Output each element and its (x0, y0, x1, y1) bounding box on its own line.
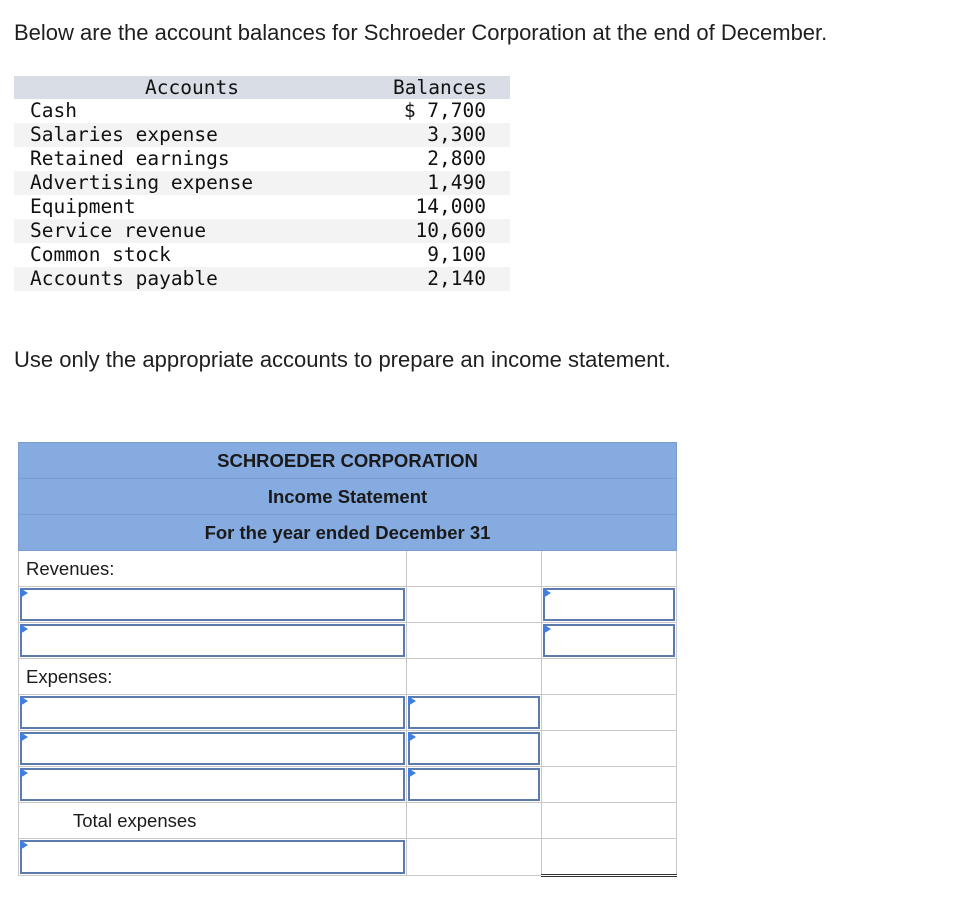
accounts-column-header: Accounts (14, 76, 370, 99)
dropdown-marker-icon (20, 588, 28, 598)
dropdown-marker-icon (20, 696, 28, 706)
net-income-amount[interactable] (542, 839, 677, 876)
account-balance: 1,490 (370, 171, 510, 195)
empty-cell (542, 695, 677, 731)
revenue-input-row (19, 587, 677, 623)
revenue-account-dropdown[interactable] (19, 623, 407, 659)
instruction-text: Use only the appropriate accounts to prepare an income statement. (14, 347, 671, 372)
account-name: Service revenue (14, 219, 370, 243)
total-expenses-amount[interactable] (542, 803, 677, 839)
account-row (14, 243, 510, 267)
expense-input-row (19, 767, 677, 803)
accounts-header-row (14, 76, 510, 99)
empty-cell (407, 659, 542, 695)
revenue-amount-input[interactable] (542, 587, 677, 623)
expense-amount-input[interactable] (407, 731, 542, 767)
account-balance: 3,300 (370, 123, 510, 147)
account-balance: 2,140 (370, 267, 510, 291)
account-row (14, 123, 510, 147)
account-balance: 14,000 (415, 195, 486, 218)
account-name: Salaries expense (14, 123, 370, 147)
expense-account-dropdown[interactable] (19, 731, 407, 767)
empty-cell (542, 659, 677, 695)
net-income-label-dropdown[interactable] (19, 839, 407, 876)
total-expenses-row (19, 803, 677, 839)
account-row (14, 195, 510, 219)
expense-account-dropdown[interactable] (19, 767, 407, 803)
empty-cell (542, 551, 677, 587)
company-name: SCHROEDER CORPORATION (19, 443, 677, 479)
expense-input-row (19, 731, 677, 767)
expense-account-dropdown[interactable] (19, 695, 407, 731)
account-balance: $ 7,700 (403, 99, 486, 122)
revenues-heading-row (19, 551, 677, 587)
account-row (14, 147, 510, 171)
revenue-input-row (19, 623, 677, 659)
expenses-label: Expenses: (19, 659, 407, 695)
statement-header-row (19, 515, 677, 551)
empty-cell (542, 767, 677, 803)
account-name: Common stock (30, 243, 171, 266)
account-balance: 9,100 (427, 243, 486, 266)
account-name: Retained earnings (30, 147, 230, 170)
empty-cell (407, 623, 542, 659)
dropdown-marker-icon (543, 624, 551, 634)
account-balances-table (14, 76, 510, 291)
dropdown-marker-icon (20, 768, 28, 778)
income-statement-form (18, 442, 677, 877)
dropdown-marker-icon (20, 732, 28, 742)
account-balance: 10,600 (370, 219, 510, 243)
statement-period: For the year ended December 31 (19, 515, 677, 551)
intro-text: Below are the account balances for Schroeder Corporation at the end of December. (14, 20, 828, 45)
balances-column-header: Balances (370, 76, 510, 99)
revenue-account-dropdown[interactable] (19, 587, 407, 623)
account-name: Cash (30, 99, 77, 122)
dropdown-marker-icon (408, 696, 416, 706)
dropdown-marker-icon (543, 588, 551, 598)
account-name: Accounts payable (14, 267, 370, 291)
empty-cell (407, 803, 542, 839)
statement-title: Income Statement (19, 479, 677, 515)
empty-cell (407, 839, 542, 876)
expense-amount-input[interactable] (407, 767, 542, 803)
account-row (14, 267, 510, 291)
statement-header-row (19, 443, 677, 479)
revenues-label: Revenues: (19, 551, 407, 587)
account-name: Advertising expense (14, 171, 370, 195)
total-expenses-label: Total expenses (19, 803, 407, 839)
account-balance: 2,800 (427, 147, 486, 170)
statement-header-row (19, 479, 677, 515)
empty-cell (407, 551, 542, 587)
empty-cell (407, 587, 542, 623)
expense-amount-input[interactable] (407, 695, 542, 731)
account-row (14, 171, 510, 195)
empty-cell (542, 731, 677, 767)
account-row (14, 99, 510, 123)
dropdown-marker-icon (20, 840, 28, 850)
dropdown-marker-icon (408, 768, 416, 778)
account-row (14, 219, 510, 243)
dropdown-marker-icon (408, 732, 416, 742)
expenses-heading-row (19, 659, 677, 695)
account-name: Equipment (30, 195, 136, 218)
net-income-row (19, 839, 677, 876)
dropdown-marker-icon (20, 624, 28, 634)
expense-input-row (19, 695, 677, 731)
revenue-amount-input[interactable] (542, 623, 677, 659)
